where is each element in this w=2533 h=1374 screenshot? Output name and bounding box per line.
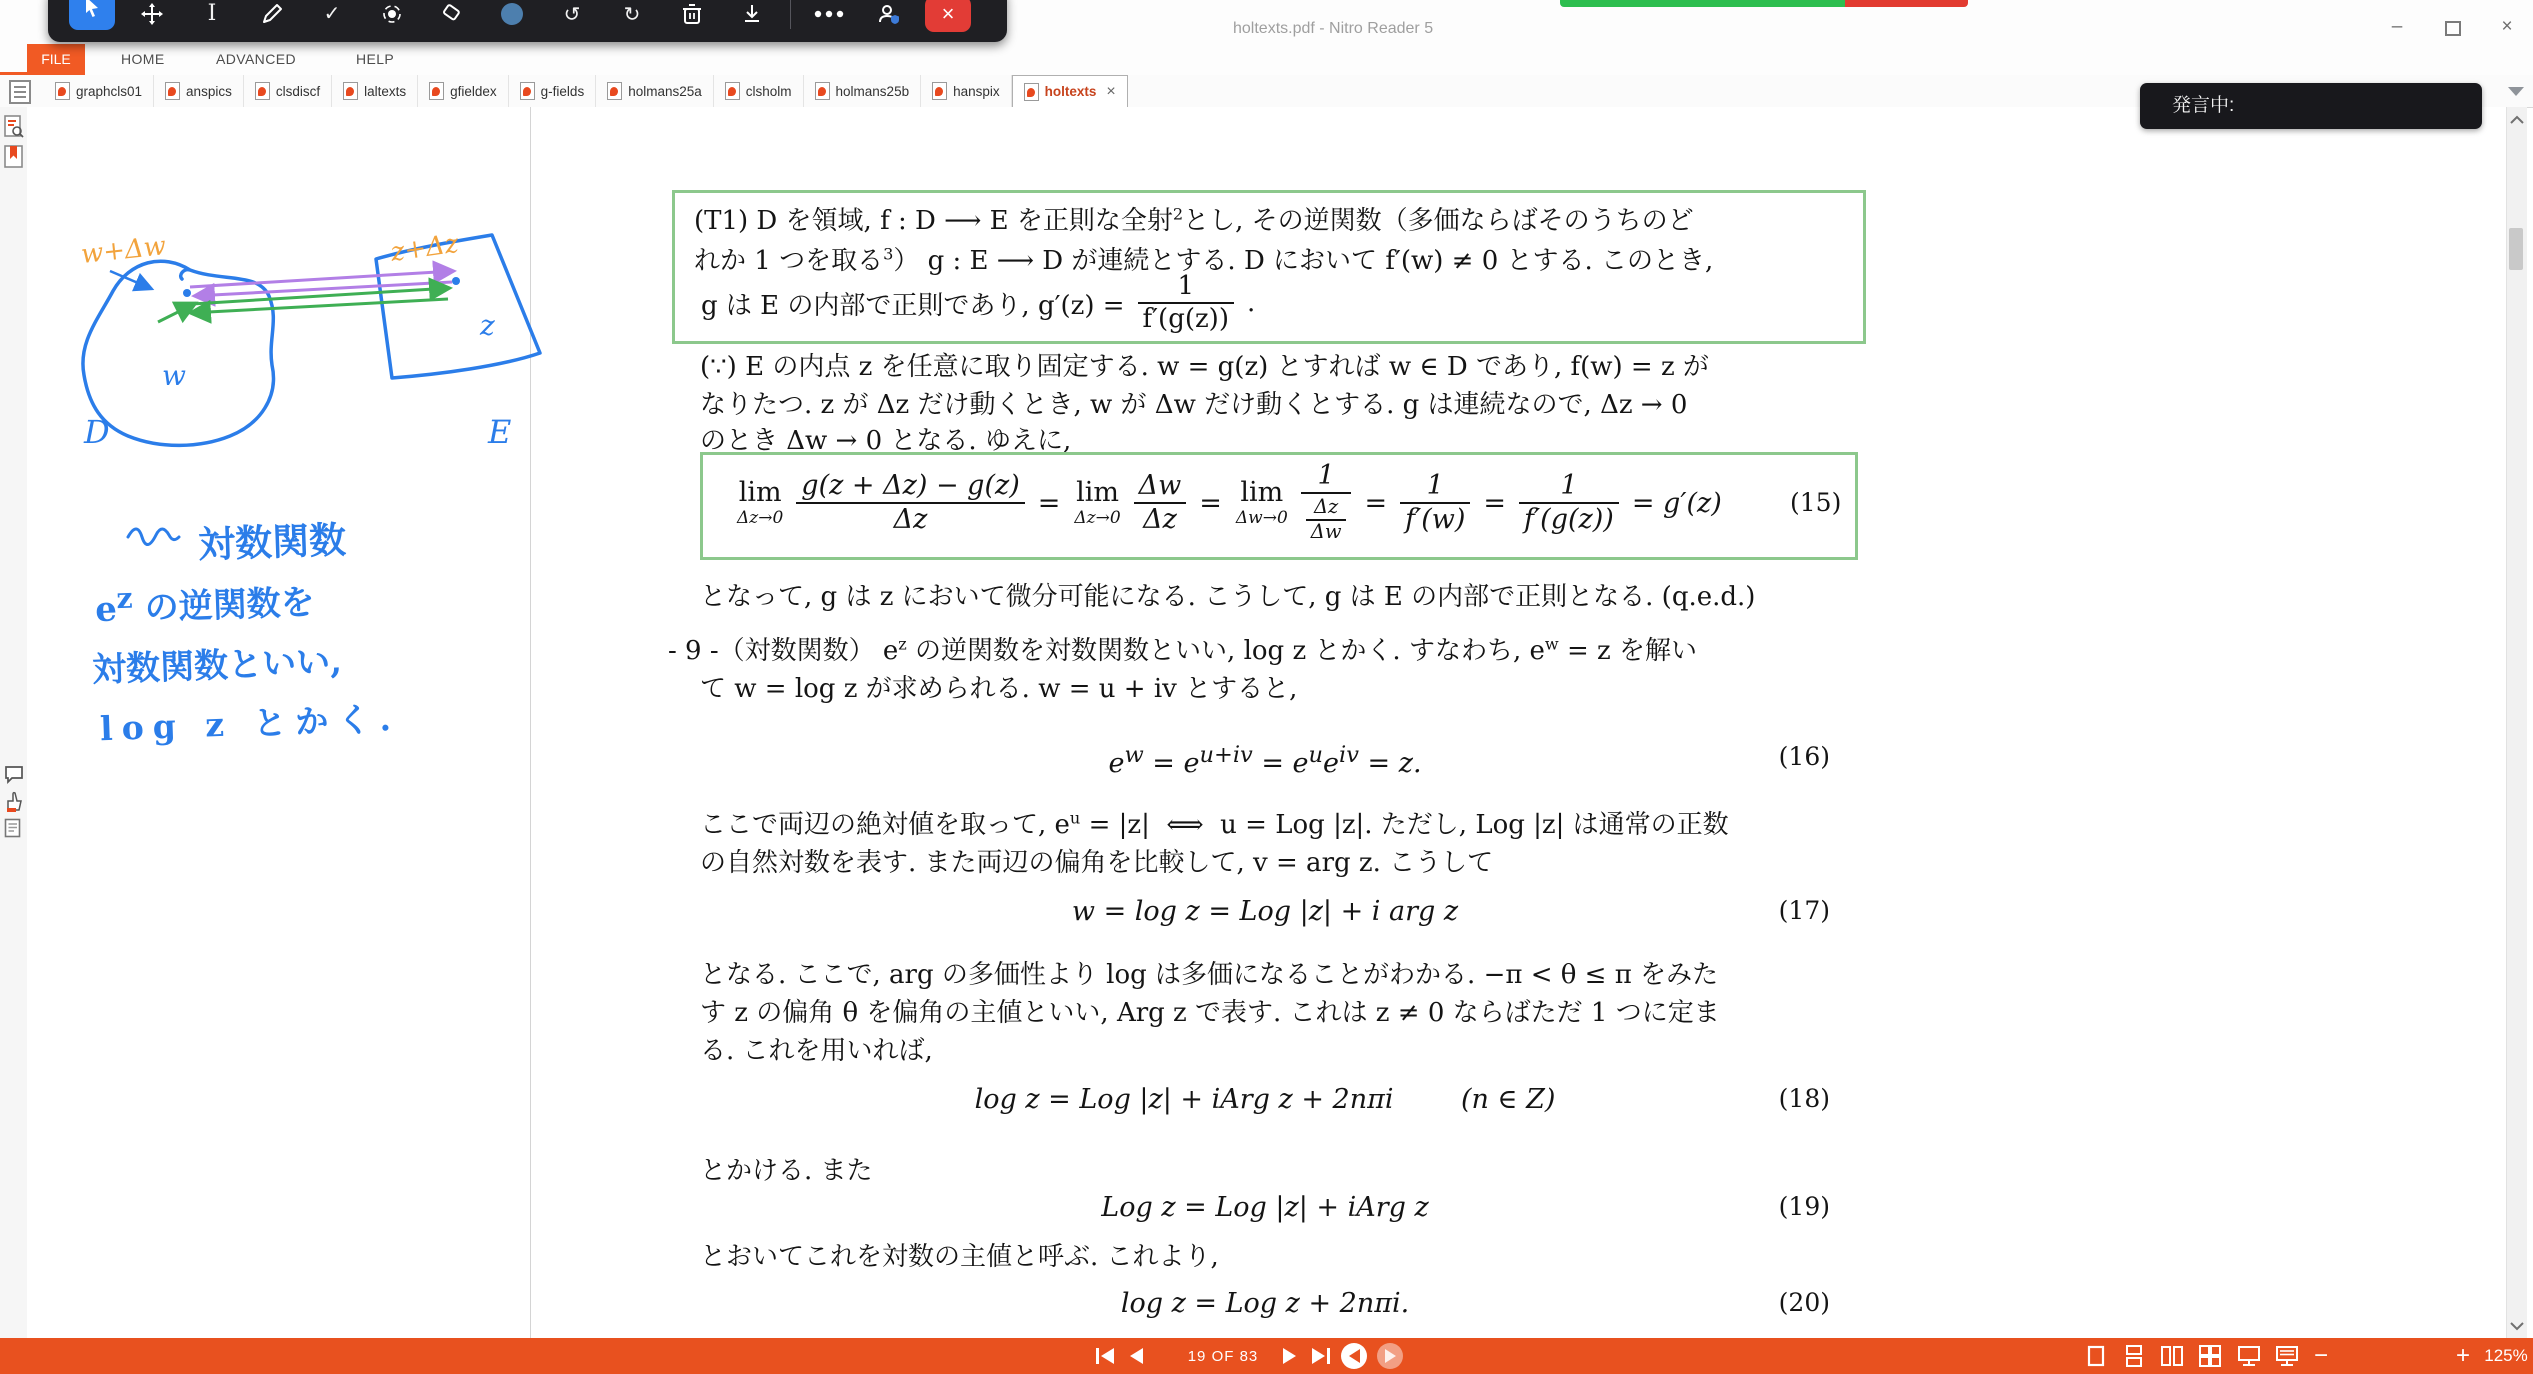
scrollbar-thumb[interactable] — [2509, 228, 2523, 270]
speaking-indicator: 発言中: — [2140, 83, 2482, 129]
page-preview-button[interactable] — [4, 115, 24, 139]
abs-line-2: の自然対数を表す. また両辺の偏角を比較して, v = arg z. こうして — [700, 848, 1494, 878]
status-bar — [0, 1338, 2533, 1374]
zoom-level[interactable]: 125% — [2484, 1346, 2528, 1365]
ink-scribble-mark — [128, 529, 179, 545]
move-tool-button[interactable] — [122, 0, 182, 42]
screen-share-indicator-bar — [1560, 0, 1845, 7]
tab-laltexts[interactable]: laltexts — [332, 75, 418, 107]
equation-17-number: (17) — [1778, 896, 1830, 925]
pdf-file-icon — [1024, 83, 1039, 101]
handwritten-note-3: 対数関数といい, — [91, 641, 343, 691]
first-page-button[interactable] — [1090, 1338, 1120, 1374]
check-icon: ✓ — [323, 3, 341, 25]
notes-panel-button[interactable] — [4, 818, 24, 842]
text-cursor-icon: I — [207, 1, 217, 26]
handwritten-note-4: log z とかく. — [99, 698, 401, 749]
pdf-file-icon — [607, 82, 622, 100]
more-options-button[interactable] — [799, 0, 859, 42]
continuous-pages-icon — [2124, 1345, 2144, 1367]
previous-page-button[interactable] — [1122, 1338, 1148, 1374]
also-line: とかける. また — [700, 1156, 873, 1186]
abs-line-1: ここで両辺の絶対値を取って, $e^u = |z|$ ⟺ u = Log |z|. ただし, Log |z| は通常の正数 — [700, 808, 1729, 840]
redo-icon: ↻ — [623, 2, 641, 26]
download-icon — [742, 3, 762, 25]
view-side-by-side-button[interactable] — [2158, 1338, 2186, 1374]
close-icon: × — [941, 1, 955, 26]
arg-line-2: す z の偏角 θ を偏角の主値といい, Arg z で表す. これは z ≠ 0 ならばただ 1 つに定ま — [700, 998, 1720, 1028]
tab-holmans25a[interactable]: holmans25a — [596, 75, 714, 107]
toolbar-divider — [790, 0, 791, 29]
vertical-scrollbar[interactable] — [2506, 107, 2527, 1338]
view-continuous-button[interactable] — [2120, 1338, 2148, 1374]
first-page-icon — [1094, 1346, 1116, 1366]
fullwidth-icon — [2275, 1345, 2299, 1367]
next-page-icon — [1282, 1346, 1300, 1366]
equation-19-body: Log z = Log |z| + iArg z — [1101, 1192, 1429, 1223]
equation-20-number: (20) — [1778, 1288, 1830, 1317]
ink-label-w-plus-dw: w+Δw — [79, 231, 168, 270]
view-single-page-button[interactable] — [2082, 1338, 2110, 1374]
equation-16-body: $e^w = e^{u+iv} = e^ue^{iv} = z$. — [1108, 742, 1422, 779]
previous-view-button[interactable] — [1338, 1338, 1370, 1374]
maximize-icon — [2445, 21, 2461, 36]
ink-label-w: w — [162, 359, 186, 392]
bookmark-icon — [4, 145, 24, 169]
theorem-line-1: (T1) D を領域, f : D ⟶ E を正則な全射$^2$とし, その逆関数（多価ならばそのうちのど — [694, 204, 1694, 236]
scroll-down-icon[interactable] — [2507, 1319, 2527, 1333]
tab-g-fields[interactable]: g-fields — [509, 75, 597, 107]
pdf-file-icon — [255, 82, 270, 100]
fullscreen-icon — [2237, 1345, 2261, 1367]
tab-graphcls01[interactable]: graphcls01 — [44, 75, 154, 107]
last-page-icon — [1310, 1346, 1332, 1366]
pdf-file-icon — [429, 82, 444, 100]
cursor-tool-button[interactable] — [69, 0, 115, 30]
ink-label-z: z — [480, 309, 495, 342]
minimize-button[interactable]: – — [2391, 16, 2403, 37]
grid-pages-icon — [2199, 1345, 2221, 1367]
download-annotations-button[interactable] — [722, 0, 782, 42]
pdf-file-icon — [520, 82, 535, 100]
proof-line-2: なりたつ. z が Δz だけ動くとき, w が Δw だけ動くとする. g は連続なので, Δz → 0 — [700, 390, 1688, 420]
pdf-file-icon — [725, 82, 740, 100]
pen-icon — [261, 3, 283, 25]
tab-anspics[interactable]: anspics — [154, 75, 244, 107]
redo-button[interactable] — [602, 0, 662, 42]
tab-holmans25b[interactable]: holmans25b — [804, 75, 922, 107]
arg-line-3: る. これを用いれば, — [700, 1036, 933, 1066]
equation-19 — [672, 1192, 1858, 1223]
ink-label-range: E — [488, 413, 512, 451]
previous-page-icon — [1126, 1346, 1144, 1366]
next-view-icon — [1376, 1342, 1404, 1370]
theorem-line-3: g は E の内部で正則であり, g′(z) = $\frac{1}{f'(g(z))}$ . — [701, 271, 1256, 335]
scroll-up-icon[interactable] — [2507, 113, 2527, 127]
annotation-overlay-toolbar — [48, 0, 1007, 42]
single-page-icon — [2086, 1345, 2106, 1367]
color-swatch-button[interactable] — [482, 0, 542, 42]
ribbon-menu — [0, 44, 2533, 75]
ellipsis-icon — [814, 10, 844, 18]
equation-17-body: w = log z = Log |z| + i arg z — [1071, 896, 1459, 927]
ink-point-z — [452, 277, 460, 285]
arg-line-1: となる. ここで, arg の多価性より log は多価になることがわかる. −π < θ ≤ π をみた — [700, 960, 1719, 990]
handwritten-note-1: 対数関数 — [197, 517, 347, 567]
equation-20 — [672, 1288, 1858, 1319]
close-annotation-toolbar-button[interactable] — [925, 0, 971, 32]
pdf-file-icon — [932, 82, 947, 100]
laser-pointer-icon — [380, 2, 404, 26]
equation-20-body: log z = Log z + 2nπi. — [1120, 1288, 1410, 1319]
laser-tool-button[interactable] — [362, 0, 422, 42]
conclusion-line: となって, g は z において微分可能になる. こうして, g は E の内部で正則となる. (q.e.d.) — [700, 582, 1756, 612]
view-fullwidth-button[interactable] — [2272, 1338, 2302, 1374]
view-fullscreen-button[interactable] — [2234, 1338, 2264, 1374]
page-list-icon — [6, 79, 34, 105]
proof-line-3: のとき Δw → 0 となる. ゆえに, — [700, 426, 1072, 456]
equation-16-number: (16) — [1778, 742, 1830, 771]
pdf-file-icon — [165, 82, 180, 100]
equation-16 — [672, 742, 1858, 779]
ink-point-w — [183, 289, 191, 297]
tab-gfieldex[interactable]: gfieldex — [418, 75, 509, 107]
zoom-out-button[interactable]: − — [2313, 1342, 2328, 1369]
undo-button[interactable] — [542, 0, 602, 42]
window-title: holtexts.pdf - Nitro Reader 5 — [1233, 20, 1434, 37]
tab-holtexts-active[interactable]: holtexts × — [1012, 75, 1128, 108]
tab-close-icon[interactable]: × — [1106, 82, 1116, 100]
note-page-icon — [4, 818, 22, 838]
approve-stamp-icon — [4, 791, 24, 813]
menu-advanced[interactable]: ADVANCED — [216, 51, 296, 67]
page-preview-icon — [4, 115, 24, 139]
equation-18-body: log z = Log |z| + iArg z + 2nπi (n ∈ Z) — [974, 1084, 1556, 1115]
text-tool-button[interactable] — [182, 0, 242, 42]
tab-clsdiscf[interactable]: clsdiscf — [244, 75, 332, 107]
equation-19-number: (19) — [1778, 1192, 1830, 1221]
pdf-file-icon — [815, 82, 830, 100]
last-page-button[interactable] — [1306, 1338, 1336, 1374]
menu-file[interactable]: FILE — [27, 44, 85, 75]
para9-line-2: て w = log z が求められる. w = u + iv とすると, — [700, 674, 1298, 704]
proof-line-1: (∵) E の内点 z を任意に取り固定する. w = g(z) とすれば w ∈ D であり, f(w) = z が — [700, 352, 1709, 382]
principal-line: とおいてこれを対数の主値と呼ぶ. これより, — [700, 1242, 1219, 1272]
user-shield-icon — [877, 3, 901, 25]
tab-strip — [44, 75, 1128, 107]
privacy-button[interactable] — [859, 0, 919, 42]
stop-share-indicator-bar — [1845, 0, 1968, 7]
delete-annotations-button[interactable] — [662, 0, 722, 42]
pen-tool-button[interactable] — [242, 0, 302, 42]
menu-help[interactable]: HELP — [356, 51, 395, 67]
pdf-file-icon — [343, 82, 358, 100]
equation-17 — [672, 896, 1858, 927]
equation-18 — [672, 1084, 1858, 1115]
approve-button[interactable] — [4, 791, 24, 815]
para9-line-1: - 9 -（対数関数） $e^z$ の逆関数を対数関数といい, log z とかく. すなわち, $e^w = z$ を解い — [668, 634, 1697, 666]
eraser-icon — [440, 3, 464, 25]
check-tool-button[interactable] — [302, 0, 362, 42]
cursor-icon — [82, 0, 102, 18]
view-grid-button[interactable] — [2196, 1338, 2224, 1374]
pdf-file-icon — [55, 82, 70, 100]
collapse-panel-icon[interactable] — [2508, 87, 2524, 96]
left-sidebar — [0, 107, 27, 1338]
eraser-tool-button[interactable] — [422, 0, 482, 42]
page-indicator[interactable]: 19 OF 83 — [1187, 1347, 1259, 1365]
next-page-button[interactable] — [1278, 1338, 1304, 1374]
side-by-side-icon — [2161, 1345, 2183, 1367]
move-icon — [141, 3, 163, 25]
theorem-line-2: れか 1 つを取る$^3$） g : E ⟶ D が連続とする. D において f′(w) ≠ 0 とする. このとき, — [694, 244, 1714, 276]
tab-hanspix[interactable]: hanspix — [921, 75, 1012, 107]
ink-label-domain: D — [84, 413, 110, 451]
ink-label-z-plus-dz: z+Δz — [388, 228, 461, 268]
comment-bubble-icon — [4, 765, 24, 785]
tab-clsholm[interactable]: clsholm — [714, 75, 804, 107]
handwritten-note-2: $e^z$ の逆関数を — [94, 580, 316, 631]
undo-icon: ↺ — [563, 2, 581, 26]
close-window-button[interactable]: × — [2501, 16, 2513, 37]
bookmarks-button[interactable] — [4, 145, 24, 169]
next-view-button[interactable] — [1374, 1338, 1406, 1374]
ink-domain-blob — [83, 261, 274, 445]
menu-home[interactable]: HOME — [121, 51, 165, 67]
zoom-in-button[interactable]: + — [2455, 1342, 2470, 1369]
browse-pages-button[interactable] — [6, 79, 34, 105]
equation-15: lim Δz→0 $\frac{g(z + \Delta z) - g(z)}{\Delta z}$ = lim Δz→0 $\frac{\Delta w}{\Delta z}$ = lim Δw→0 $\frac{1}{\frac{\Delta z}{\Delta w}}$ = $\frac{1}{f'(w)}$ = $\frac{1}{f'(g(z))}$ = g′(z) — [737, 459, 1722, 544]
equation-18-number: (18) — [1778, 1084, 1830, 1113]
previous-view-icon — [1340, 1342, 1368, 1370]
comments-button[interactable] — [4, 765, 24, 789]
color-swatch-icon — [501, 3, 523, 25]
maximize-button[interactable] — [2436, 14, 2470, 40]
trash-icon — [682, 3, 702, 25]
equation-15-number: (15) — [1790, 488, 1842, 517]
